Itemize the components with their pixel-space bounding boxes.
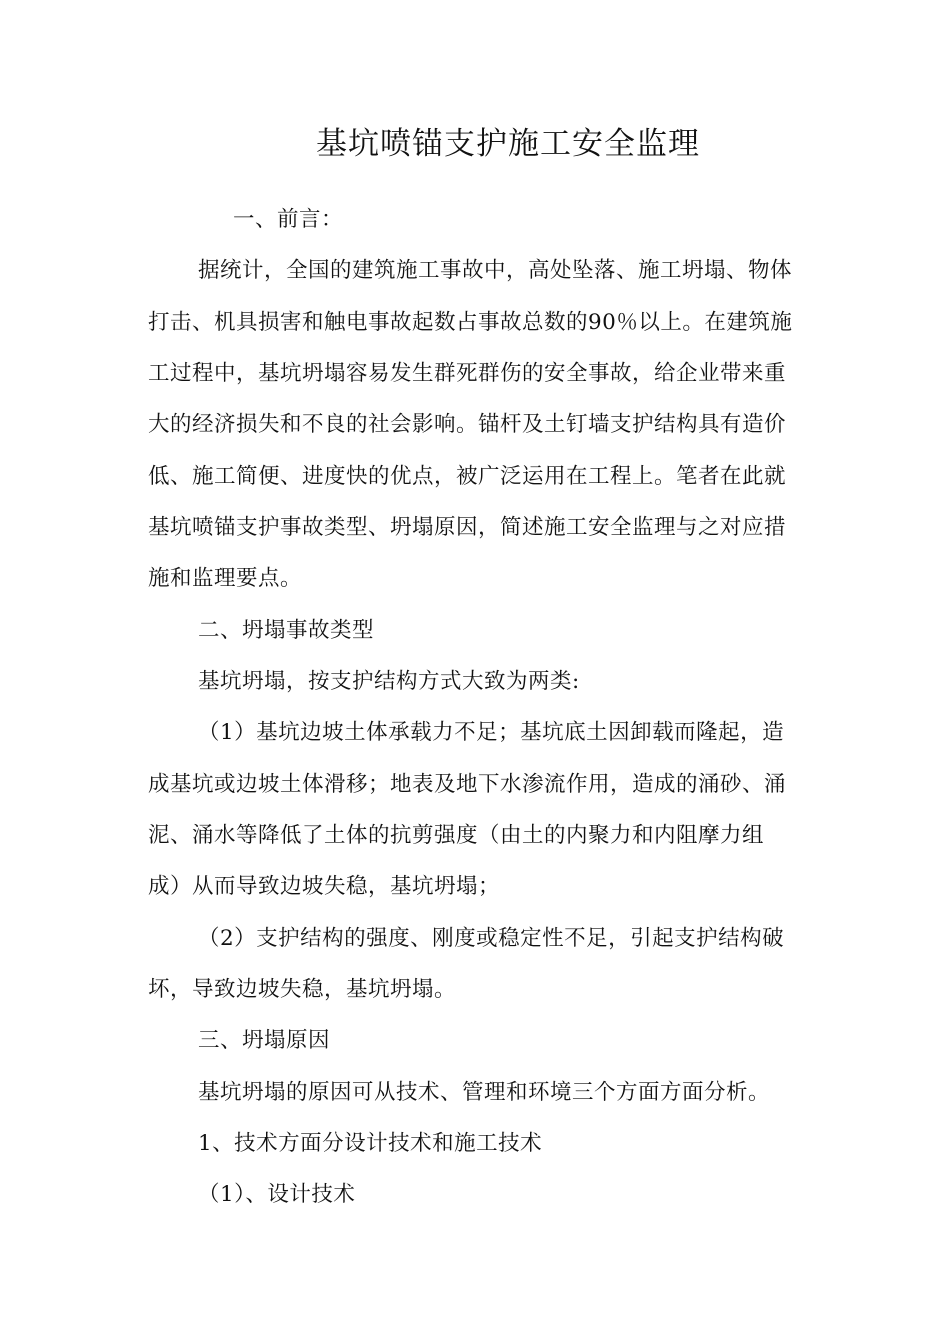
paragraph-line: 施和监理要点。 (148, 566, 303, 591)
paragraph-line: 据统计，全国的建筑施工事故中，高处坠落、施工坍塌、物体 (198, 258, 793, 283)
paragraph-line: 坏，导致边坡失稳，基坑坍塌。 (148, 977, 457, 1002)
paragraph-line: 大的经济损失和不良的社会影响。锚杆及土钉墙支护结构具有造价 (148, 412, 787, 437)
paragraph-line: 打击、机具损害和触电事故起数占事故总数的90％以上。在建筑施 (148, 310, 793, 335)
paragraph-line: 工过程中，基坑坍塌容易发生群死群伤的安全事故，给企业带来重 (148, 361, 787, 386)
paragraph-line: 基坑坍塌的原因可从技术、管理和环境三个方面方面分析。 (198, 1080, 771, 1105)
paragraph-line: 低、施工简便、进度快的优点，被广泛运用在工程上。笔者在此就 (148, 464, 787, 489)
paragraph-line: 成）从而导致边坡失稳，基坑坍塌； (148, 874, 501, 899)
document-title: 基坑喷锚支护施工安全监理 (316, 126, 700, 162)
paragraph-line: 成基坑或边坡土体滑移；地表及地下水渗流作用，造成的涌砂、涌 (148, 772, 787, 797)
paragraph-line: 泥、涌水等降低了土体的抗剪强度（由土的内聚力和内阻摩力组 (148, 823, 765, 848)
paragraph-line: （1）基坑边坡土体承载力不足；基坑底土因卸载而隆起，造 (198, 720, 785, 745)
heading-collapse-causes: 三、坍塌原因 (198, 1028, 331, 1053)
heading-preface: 一、前言： (233, 207, 344, 232)
paragraph-line: （2）支护结构的强度、刚度或稳定性不足，引起支护结构破 (198, 926, 785, 951)
subheading-technical: 1、技术方面分设计技术和施工技术 (198, 1131, 543, 1156)
heading-collapse-types: 二、坍塌事故类型 (198, 618, 375, 643)
paragraph-line: 基坑喷锚支护事故类型、坍塌原因，简述施工安全监理与之对应措 (148, 515, 787, 540)
subheading-design-technique: （1）、设计技术 (198, 1182, 356, 1207)
paragraph-line: 基坑坍塌，按支护结构方式大致为两类: (198, 669, 580, 694)
